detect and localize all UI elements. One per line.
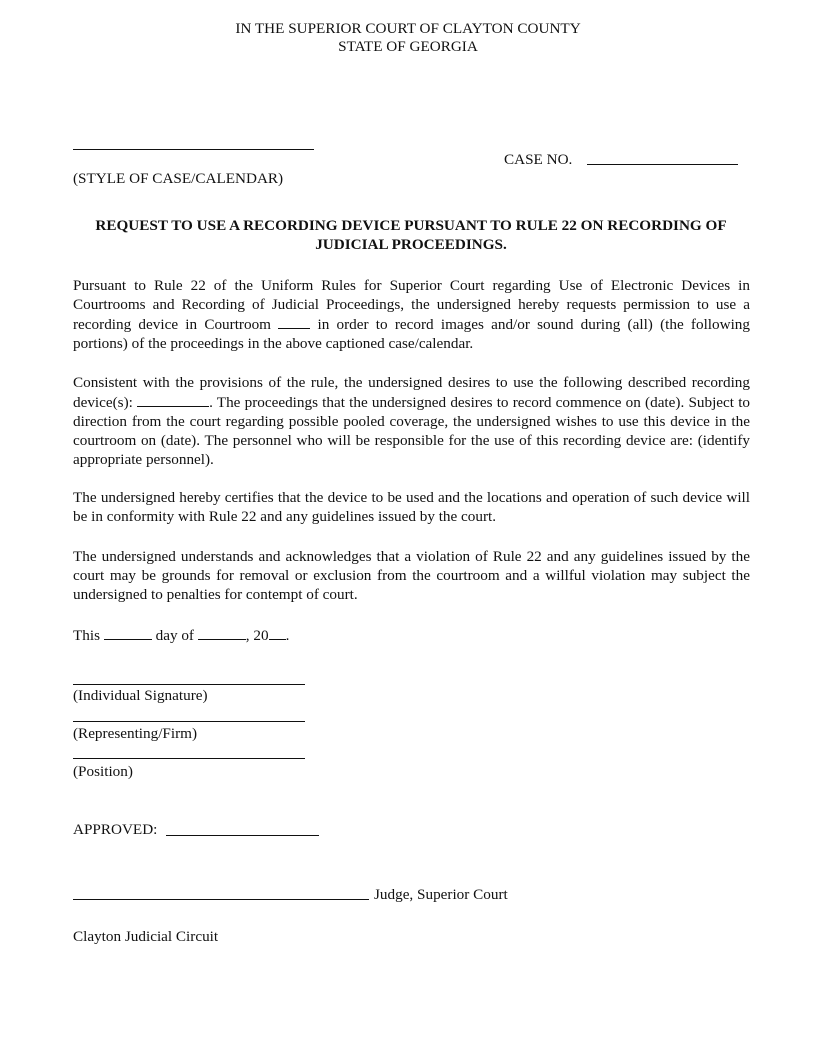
approved-label: APPROVED: — [73, 821, 158, 838]
paragraph-acknowledgement: The undersigned understands and acknowledges that a violation of Rule 22 and any guidelines issued by the court may be grounds for removal or exclusion from the courtroom and a willful violation may subject the undersigned to penalties for contempt of court. — [73, 548, 750, 603]
device-description-blank[interactable] — [137, 392, 209, 407]
court-state: STATE OF GEORGIA — [338, 38, 478, 55]
judge-signature-line[interactable] — [73, 899, 369, 900]
representing-firm-line[interactable] — [73, 721, 305, 722]
paragraph-device-part-2: . The proceedings that the undersigned desires to record commence on (date). Subject to direction from the court regarding possible pooled coverage, the undersigned wishes to use this device in the courtroom on (date). The personnel who will be responsible for the use of this recording device are: (identify appropriate personnel). — [73, 394, 751, 468]
court-name: IN THE SUPERIOR COURT OF CLAYTON COUNTY — [235, 20, 581, 37]
style-of-case-line[interactable] — [73, 149, 314, 150]
representing-firm-label: (Representing/Firm) — [73, 725, 198, 742]
month-blank[interactable] — [198, 625, 246, 640]
paragraph-request-part-1: Pursuant to Rule 22 of the Uniform Rules for Superior Court regarding Use of Electronic Devices in Courtrooms and Recording of Judicial Proceedings, the undersigned hereby requests permission to use a recording device in Courtroom — [73, 277, 750, 333]
individual-signature-label: (Individual Signature) — [73, 687, 208, 704]
date-this: This — [73, 627, 101, 644]
paragraph-device-part-1: Consistent with the provisions of the rule, the undersigned desires to use the following described recording device(s): — [73, 374, 750, 411]
position-line[interactable] — [73, 758, 305, 759]
style-of-case-label: (STYLE OF CASE/CALENDAR) — [73, 170, 284, 187]
document-title — [72, 216, 750, 254]
paragraph-device — [73, 373, 750, 469]
case-number-label: CASE NO. — [504, 151, 573, 168]
court-header — [0, 20, 816, 56]
courtroom-number-blank[interactable] — [278, 314, 310, 329]
judicial-circuit: Clayton Judicial Circuit — [73, 928, 219, 945]
paragraph-request — [73, 276, 750, 353]
paragraph-request-part-2: in order to record images and/or sound during (all) (the following portions) of the proceedings in the above captioned case/calendar. — [73, 316, 750, 352]
date-year-prefix: , 20 — [245, 627, 269, 644]
date-line — [73, 625, 289, 645]
day-blank[interactable] — [104, 625, 152, 640]
approved-field[interactable] — [166, 835, 319, 836]
year-blank[interactable] — [269, 625, 286, 640]
title-line-1: REQUEST TO USE A RECORDING DEVICE PURSUANT TO RULE 22 ON RECORDING OF — [95, 217, 727, 234]
date-end: . — [285, 627, 290, 644]
individual-signature-line[interactable] — [73, 684, 305, 685]
judge-title: Judge, Superior Court — [374, 886, 508, 903]
paragraph-certification: The undersigned hereby certifies that the device to be used and the locations and operation of such device will be in conformity with Rule 22 and any guidelines issued by the court. — [73, 489, 750, 525]
case-number-field[interactable] — [587, 164, 738, 165]
date-day-of: day of — [155, 627, 194, 644]
position-label: (Position) — [73, 763, 133, 780]
title-line-2: JUDICIAL PROCEEDINGS. — [315, 236, 507, 253]
